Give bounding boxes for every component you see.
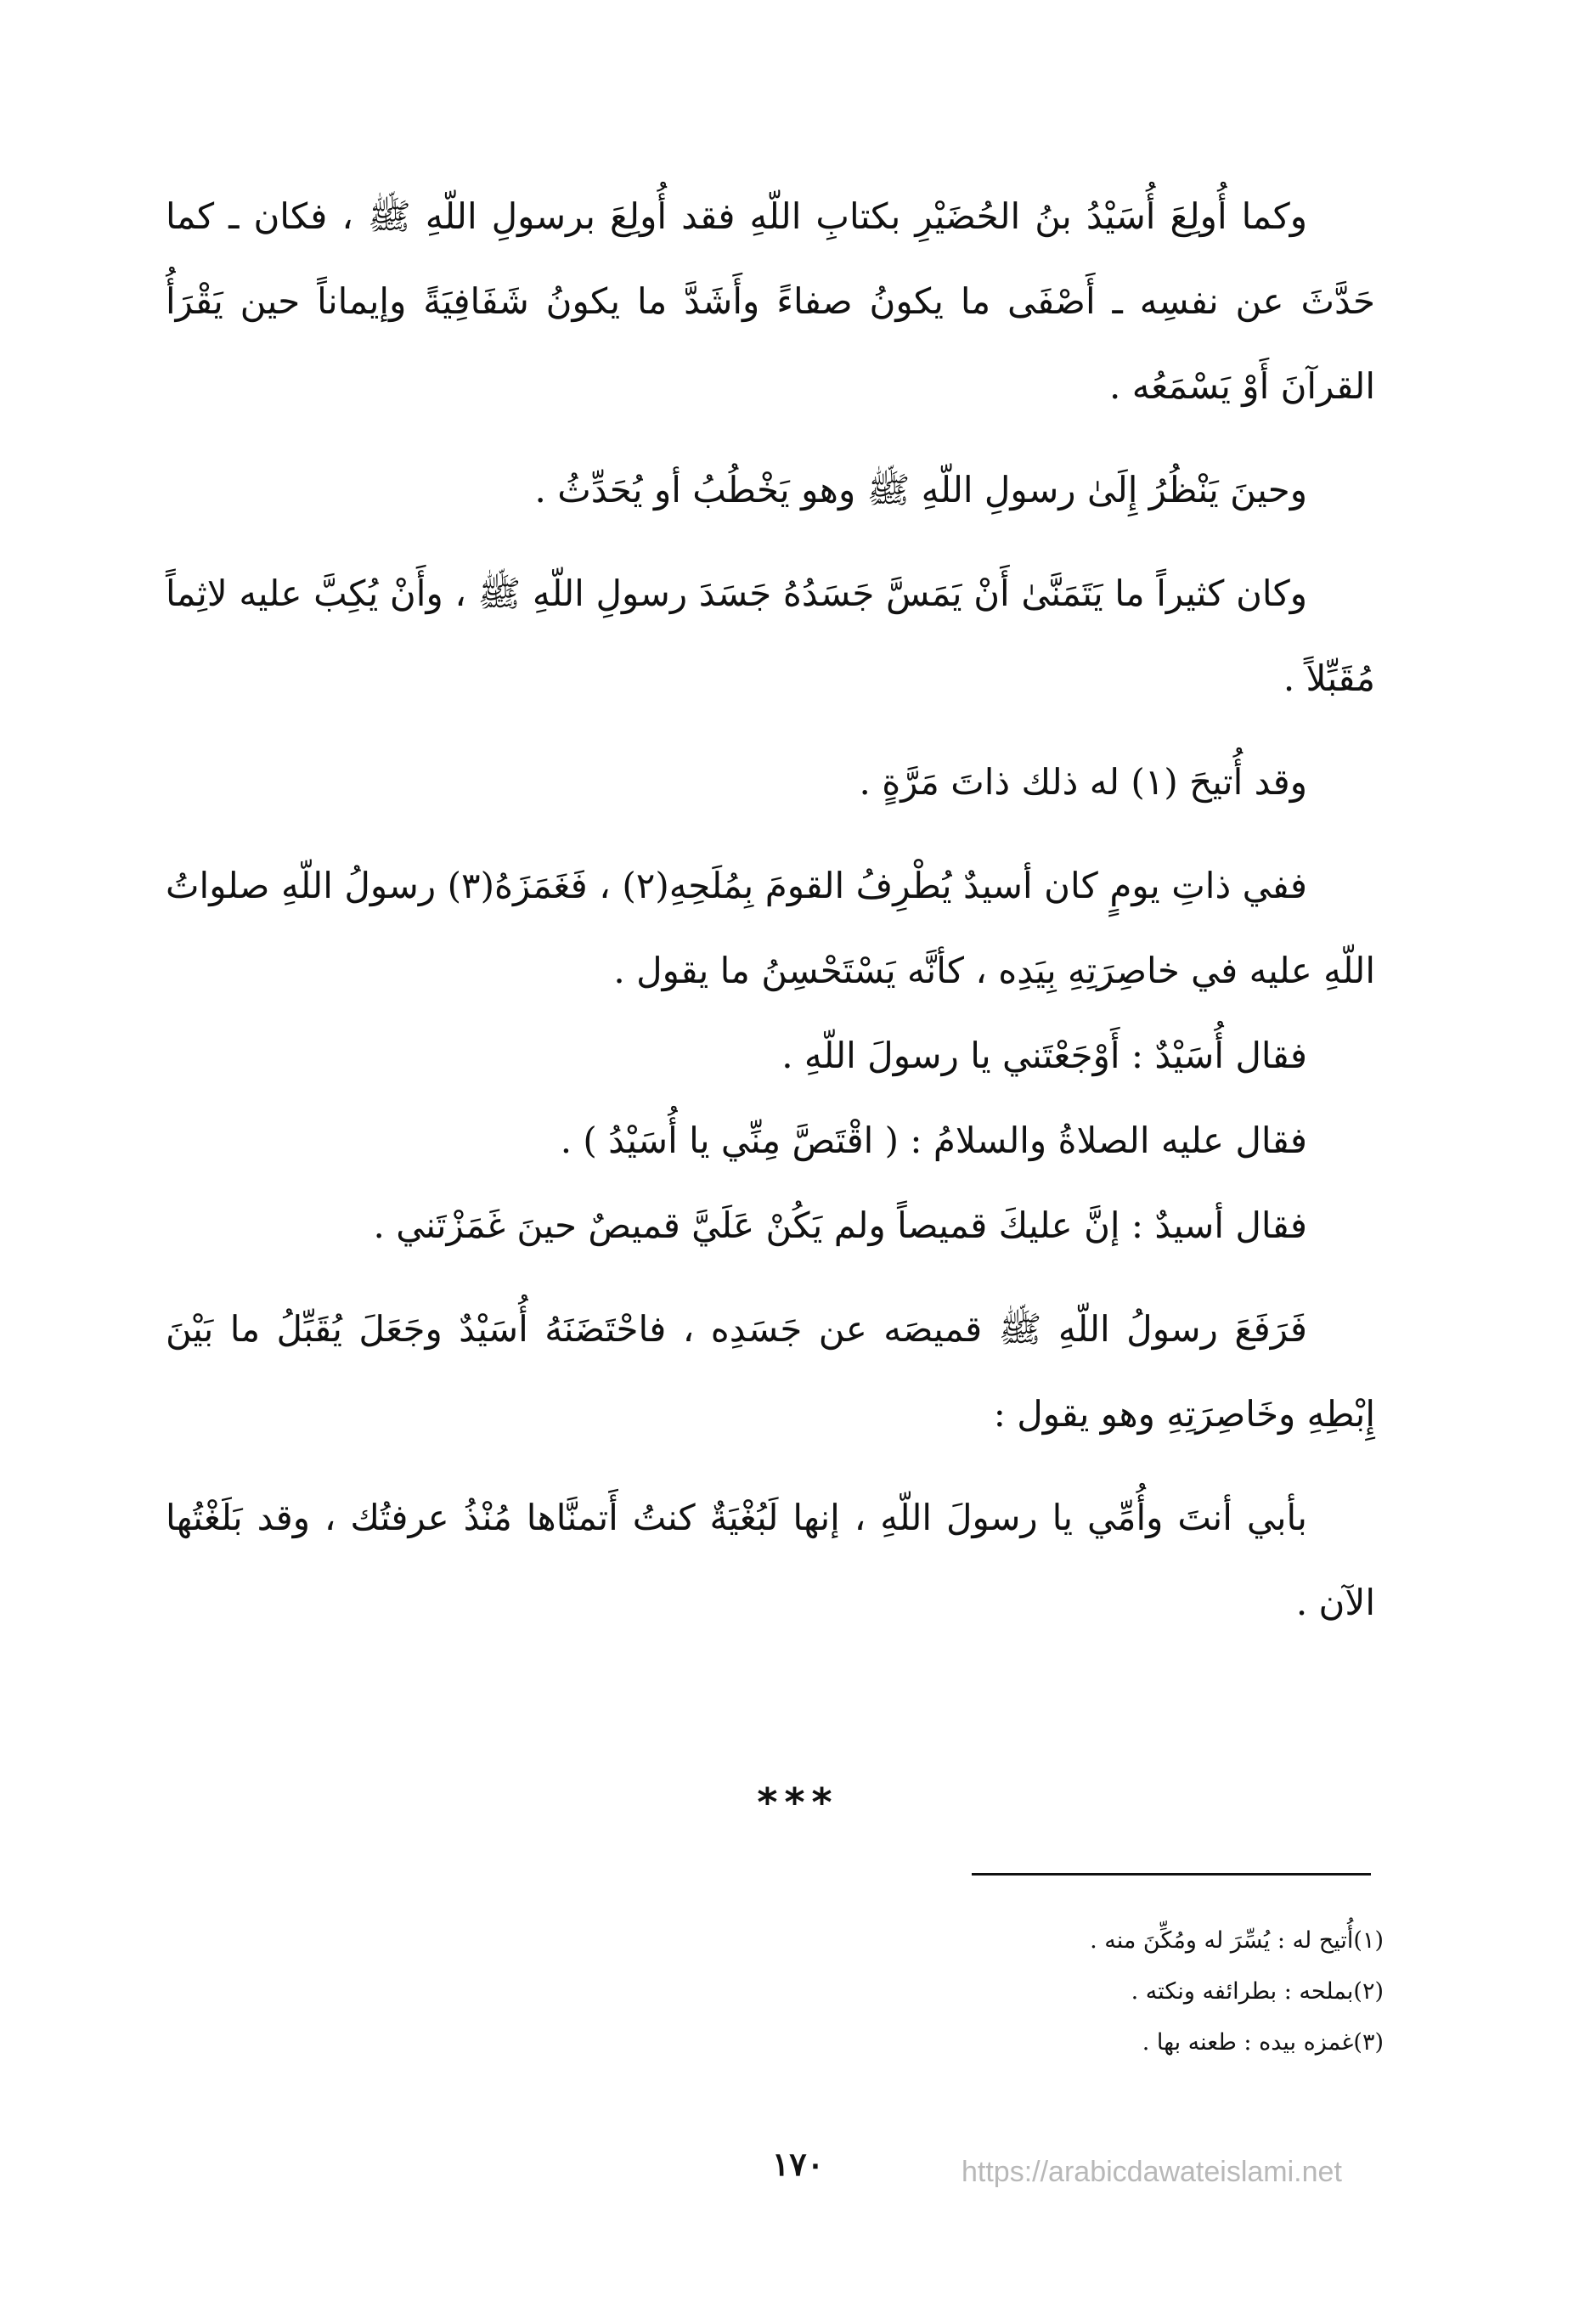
dialog-line-2: فقال عليه الصلاةُ والسلامُ : ( اقْتَصَّ مِنِّي يا أُسَيْدُ ) . — [560, 1120, 1307, 1161]
footnote-divider — [972, 1873, 1371, 1876]
page-number: ١٧٠ — [771, 2145, 825, 2183]
paragraph-3: وكان كثيراً ما يَتَمَنَّىٰ أَنْ يَمَسَّ جَسَدُهُ جَسَدَ رسولِ اللّهِ ﷺ ، وأَنْ يُكِبَّ عليه لاثِماً مُقَبِّلاً . — [166, 573, 1375, 699]
paragraph-2: وحينَ يَنْظُرُ إِلَىٰ رسولِ اللّهِ ﷺ وهو يَخْطُبُ أو يُحَدِّثُ . — [534, 469, 1307, 510]
footnote-1: (١)أُتيح له : يُسِّرَ له ومُكِّنَ منه . — [1090, 1927, 1384, 1954]
footnotes — [1090, 1915, 1384, 2068]
paragraph-1: وكما أُولِعَ أُسَيْدُ بنُ الحُضَيْرِ بكتابِ اللّهِ فقد أُولِعَ برسولِ اللّهِ ﷺ ، فكان ـ كما حَدَّثَ عن نفسِه ـ أَصْفَى ما يكونُ صفاءً وأَشَدَّ ما يكونُ شَفَافِيَةً وإيماناً حين يَقْرَأُ القرآنَ أَوْ يَسْمَعُه . — [166, 195, 1375, 407]
paragraph-7: بأبي أنتَ وأُمِّي يا رسولَ اللّهِ ، إنها لَبُغْيَةٌ كنتُ أَتمنَّاها مُنْذُ عرفتُك ، وقد بَلَغْتُها الآن . — [166, 1497, 1375, 1623]
dialog-line-1: فقال أُسَيْدٌ : أَوْجَعْتَني يا رسولَ اللّهِ . — [781, 1035, 1307, 1076]
paragraph-4: وقد أُتيحَ (١) له ذلك ذاتَ مَرَّةٍ . — [859, 761, 1307, 803]
main-text — [166, 174, 1375, 1645]
footnote-2: (٢)بملحه : بطرائفه ونكته . — [1131, 1978, 1384, 2005]
footnote-3: (٣)غمزه بيده : طعنه بها . — [1142, 2029, 1384, 2056]
watermark-url: https://arabicdawateislami.net — [962, 2156, 1342, 2188]
section-separator: *** — [757, 1780, 839, 1825]
dialog-line-3: فقال أسيدٌ : إنَّ عليكَ قميصاً ولم يَكُنْ عَلَيَّ قميصٌ حينَ غَمَزْتَني . — [373, 1204, 1307, 1246]
paragraph-5: ففي ذاتِ يومٍ كان أسيدٌ يُطْرِفُ القومَ بِمُلَحِهِ(٢) ، فَغَمَزَهُ(٣) رسولُ اللّهِ صلواتُ اللّهِ عليه في خاصِرَتِهِ بِيَدِه ، كأنَّه يَسْتَحْسِنُ ما يقول . — [166, 865, 1375, 991]
paragraph-6: فَرَفَعَ رسولُ اللّهِ ﷺ قميصَه عن جَسَدِه ، فاحْتَضَنَهُ أُسَيْدٌ وجَعَلَ يُقَبِّلُ ما بَيْنَ إِبْطِهِ وخَاصِرَتِهِ وهو يقول : — [166, 1308, 1375, 1435]
